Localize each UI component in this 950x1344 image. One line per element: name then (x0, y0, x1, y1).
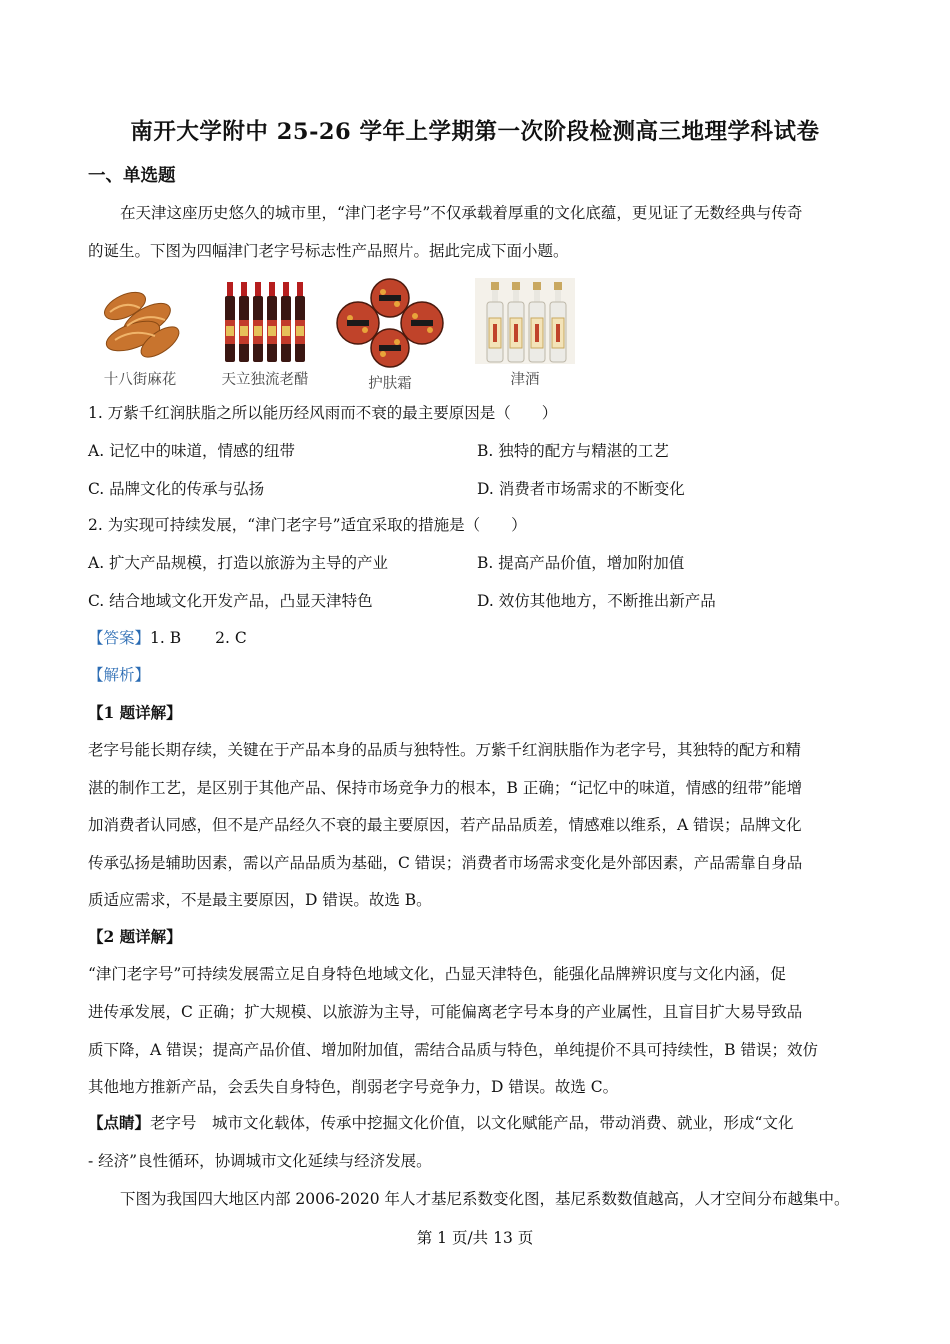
analysis-label: 【解析】 (88, 666, 151, 684)
answer-2: 2. C (215, 629, 247, 647)
caption-liquor: 津酒 (510, 372, 540, 388)
detail2-line: “津门老字号”可持续发展需立足自身特色地域文化，凸显天津特色，能强化品牌辨识度与文化内涵，促 (88, 965, 786, 983)
photo-liquor (465, 278, 585, 389)
q1-option-d: D. 消费者市场需求的不断变化 (477, 480, 685, 498)
q2-option-d: D. 效仿其他地方，不断推出新产品 (477, 592, 716, 610)
q2-option-b: B. 提高产品价值，增加附加值 (477, 554, 685, 572)
comment-line-1 (88, 1111, 793, 1133)
twisted-dough-icon (85, 278, 195, 364)
product-photos (0, 278, 950, 393)
detail2-line: 其他地方推新产品，会丢失自身特色，削弱老字号竞争力，D 错误。故选 C。 (88, 1078, 619, 1096)
q1-option-c: C. 品牌文化的传承与弘扬 (88, 480, 265, 498)
q1-option-a: A. 记忆中的味道，情感的纽带 (88, 442, 296, 460)
caption-cream: 护肤霜 (368, 376, 412, 392)
caption-mahua: 十八街麻花 (103, 372, 177, 388)
detail1-line: 传承弘扬是辅助因素，需以产品品质为基础，C 错误；消费者市场需求变化是外部因素，产品需靠自身品 (88, 854, 803, 872)
answer-row (88, 626, 247, 648)
detail1-label: 【1 题详解】 (88, 703, 182, 722)
detail1-line: 质适应需求，不是最主要原因，D 错误。故选 B。 (88, 891, 432, 909)
q2-option-a: A. 扩大产品规模，打造以旅游为主导的产业 (88, 554, 389, 572)
q1-stem: 1. 万紫千红润肤脂之所以能历经风雨而不衰的最主要原因是（ ） (88, 404, 558, 422)
detail1-line: 加消费者认同感，但不是产品经久不衰的最主要原因，若产品品质差，情感难以维系，A 错误；品牌文化 (88, 816, 802, 834)
cream-tins-icon (335, 278, 445, 368)
section-heading: 一、单选题 (88, 166, 176, 186)
answer-label: 【答案】 (88, 629, 151, 647)
page-title: 南开大学附中 25-26 学年上学期第一次阶段检测高三地理学科试卷 (130, 119, 820, 145)
q2-stem: 2. 为实现可持续发展，“津门老字号”适宜采取的措施是（ ） (88, 516, 527, 534)
answer-1: 1. B (150, 629, 182, 647)
q1-option-b: B. 独特的配方与精湛的工艺 (477, 442, 669, 460)
caption-vinegar: 天立独流老醋 (221, 372, 309, 388)
photo-cream (330, 278, 450, 393)
liquor-bottles-icon (475, 278, 575, 364)
intro-line-1: 在天津这座历史悠久的城市里，“津门老字号”不仅承载着厚重的文化底蕴，更见证了无数经典与传奇 (120, 204, 803, 222)
comment-text: 老字号 城市文化载体，传承中挖掘文化价值，以文化赋能产品，带动消费、就业，形成“文化 (150, 1114, 794, 1132)
photo-vinegar (205, 278, 325, 389)
next-intro: 下图为我国四大地区内部 2006-2020 年人才基尼系数变化图，基尼系数数值越高，人才空间分布越集中。 (120, 1190, 850, 1208)
vinegar-bottles-icon (215, 278, 315, 364)
comment-line-2: - 经济”良性循环，协调城市文化延续与经济发展。 (88, 1152, 432, 1170)
comment-label: 【点睛】 (88, 1113, 151, 1132)
page-footer: 第 1 页/共 13 页 (416, 1229, 534, 1247)
detail2-line: 质下降，A 错误；提高产品价值、增加附加值，需结合品质与特色，单纯提价不具可持续性，B 错误；效仿 (88, 1041, 818, 1059)
detail1-line: 老字号能长期存续，关键在于产品本身的品质与独特性。万紫千红润肤脂作为老字号，其独特的配方和精 (88, 741, 802, 759)
detail1-line: 湛的制作工艺，是区别于其他产品、保持市场竞争力的根本，B 正确；“记忆中的味道，情感的纽带”能增 (88, 779, 803, 797)
photo-mahua (80, 278, 200, 389)
detail2-label: 【2 题详解】 (88, 927, 182, 946)
detail2-line: 进传承发展，C 正确；扩大规模、以旅游为主导，可能偏离老字号本身的产业属性，且盲目扩大易导致品 (88, 1003, 803, 1021)
q2-option-c: C. 结合地域文化开发产品，凸显天津特色 (88, 592, 373, 610)
intro-line-2: 的诞生。下图为四幅津门老字号标志性产品照片。据此完成下面小题。 (88, 242, 569, 260)
